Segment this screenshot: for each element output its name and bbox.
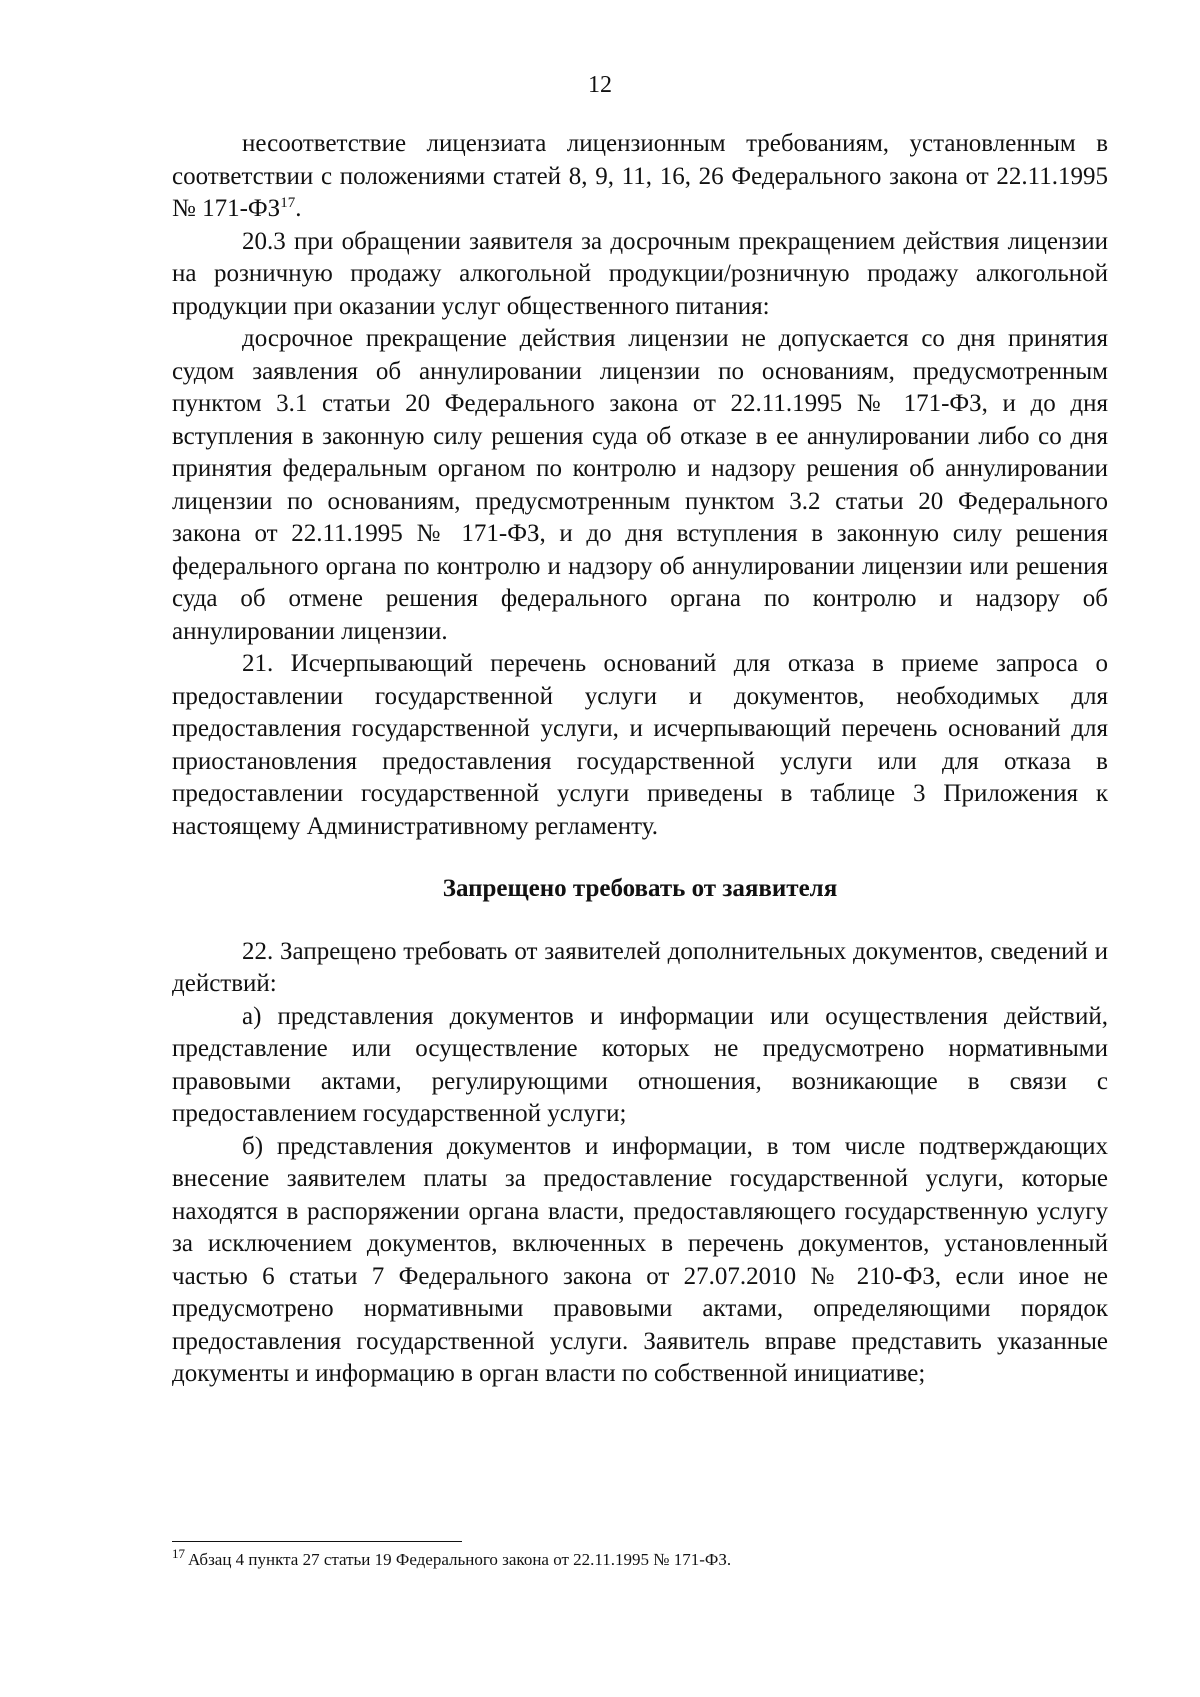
- paragraph-license-noncompliance: [172, 128, 1108, 226]
- document-body: [172, 128, 1108, 1391]
- paragraph-22-b: б) представления документов и информации, в том числе подтверждающих внесение заявителем платы за предоставление государственной услуги, которые находятся в распоряжении органа власти, предоставляющего государственную услугу за исключением документов, включенных в перечень документов, установленный частью 6 статьи 7 Федерального закона от 27.07.2010 № 210-ФЗ, если иное не предусмотрено нормативными правовыми актами, определяющими порядок предоставления государственной услуги. Заявитель вправе представить указанные документы и информацию в орган власти по собственной инициативе;: [172, 1132, 1108, 1387]
- paragraph-tail: .: [295, 195, 302, 222]
- paragraph-22: 22. Запрещено требовать от заявителей дополнительных документов, сведений и действий:: [172, 937, 1108, 997]
- footnote-separator: [172, 1541, 462, 1542]
- footnote-text: Абзац 4 пункта 27 статьи 19 Федерального закона от 22.11.1995 № 171-ФЗ.: [188, 1550, 732, 1569]
- footnote: [172, 1548, 1108, 1572]
- paragraph-20-3: 20.3 при обращении заявителя за досрочным прекращением действия лицензии на розничную продажу алкогольной продукции/розничную продажу алкогольной продукции при оказании услуг общественного питания:: [172, 227, 1108, 320]
- page-number: 12: [588, 72, 612, 98]
- paragraph-22-a: а) представления документов и информации или осуществления действий, представление или осуществление которых не предусмотрено нормативными правовыми актами, регулирующими отношения, возникающие в связи с предоставлением государственной услуги;: [172, 1002, 1108, 1127]
- paragraph-text: несоответствие лицензиата лицензионным требованиям, установленным в соответствии с положениями статей 8, 9, 11, 16, 26 Федерального закона от 22.11.1995 № 171-ФЗ: [172, 130, 1108, 222]
- section-heading: Запрещено требовать от заявителя: [442, 875, 838, 902]
- footnote-reference[interactable]: 17: [280, 195, 296, 211]
- footnote-number: 17: [172, 1546, 185, 1561]
- paragraph-early-termination: досрочное прекращение действия лицензии не допускается со дня принятия судом заявления об аннулировании лицензии по основаниям, предусмотренным пунктом 3.1 статьи 20 Федерального закона от 22.11.1995 № 171-ФЗ, и до дня вступления в законную силу решения суда об отказе в ее аннулировании либо со дня принятия федеральным органом по контролю и надзору решения об аннулировании лицензии по основаниям, предусмотренным пунктом 3.2 статьи 20 Федерального закона от 22.11.1995 № 171-ФЗ, и до дня вступления в законную силу решения федерального органа по контролю и надзору об аннулировании лицензии или решения суда об отмене решения федерального органа по контролю и надзору об аннулировании лицензии.: [172, 325, 1108, 645]
- paragraph-21: 21. Исчерпывающий перечень оснований для отказа в приеме запроса о предоставлении государственной услуги и документов, необходимых для предоставления государственной услуги, и исчерпывающий перечень оснований для приостановления предоставления государственной услуги или для отказа в предоставлении государственной услуги приведены в таблице 3 Приложения к настоящему Административному регламенту.: [172, 650, 1108, 840]
